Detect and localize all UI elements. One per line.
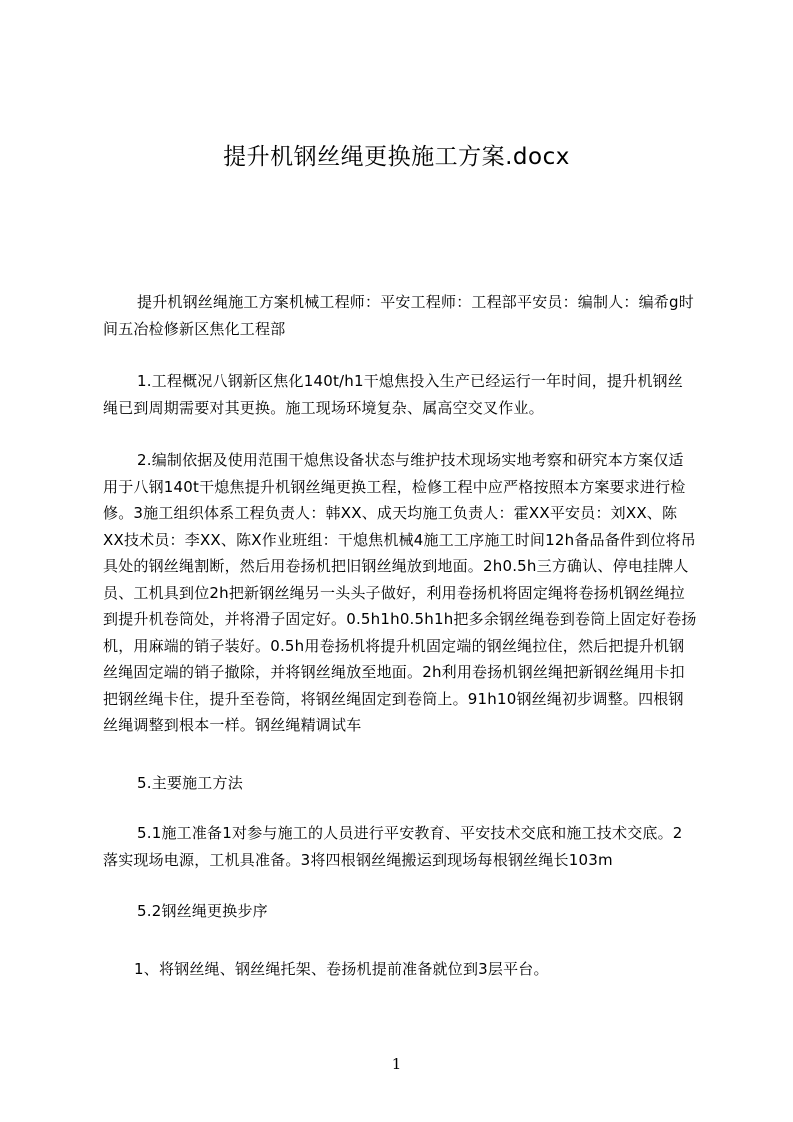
paragraph-preparation: 5.1施工准备1对参与施工的人员进行平安教育、平安技术交底和施工技术交底。2落实现场电源，工机具准备。3将四根钢丝绳搬运到现场每根钢丝绳长103m — [103, 824, 683, 869]
paragraph-basis-and-procedure: 2.编制依据及使用范围干熄焦设备状态与维护技术现场实地考察和研究本方案仅适用于八钢140t干熄焦提升机钢丝绳更换工程，检修工程中应严格按照本方案要求进行检修。3施工组织体系工程负责人：韩XX、成天均施工负责人：霍XX平安员：刘XX、陈XX技术员：李XX、陈X作业班组：干熄焦机械4施工工序施工时间12h备品备件到位将吊具处的钢丝绳割断，然后用卷扬机把旧钢丝绳放到地面。2h0.5h三方确认、停电挂牌人员、工机具到位2h把新钢丝绳另一头头子做好，利用卷扬机将固定绳将卷扬机钢丝绳拉到提升机卷筒处，并将滑子固定好。0.5h1h0.5h1h把多余钢丝绳卷到卷筒上固定好卷扬机，用麻端的销子装好。0.5h用卷扬机将提升机固定端的钢丝绳拉住，然后把提升机钢丝绳固定端的销子撤除，并将钢丝绳放至地面。2h利用卷扬机钢丝绳把新钢丝绳用卡扣把钢丝绳卡住，提升至卷筒，将钢丝绳固定到卷筒上。91h10钢丝绳初步调整。四根钢丝绳调整到根本一样。钢丝绳精调试车 — [103, 451, 697, 734]
page-number: 1 — [391, 1055, 402, 1073]
heading-replacement-steps: 5.2钢丝绳更换步序 — [137, 902, 268, 920]
paragraph-project-overview: 1.工程概况八钢新区焦化140t/h1干熄焦投入生产已经运行一年时间，提升机钢丝绳已到周期需要对其更换。施工现场环境复杂、属高空交叉作业。 — [103, 372, 683, 417]
document-title: 提升机钢丝绳更换施工方案.docx — [223, 144, 570, 170]
heading-main-methods: 5.主要施工方法 — [137, 774, 243, 792]
paragraph-header-info: 提升机钢丝绳施工方案机械工程师：平安工程师：工程部平安员：编制人：编希g时间五冶检修新区焦化工程部 — [103, 293, 694, 338]
paragraph-step-1: 1、将钢丝绳、钢丝绳托架、卷扬机提前准备就位到3层平台。 — [134, 960, 549, 978]
